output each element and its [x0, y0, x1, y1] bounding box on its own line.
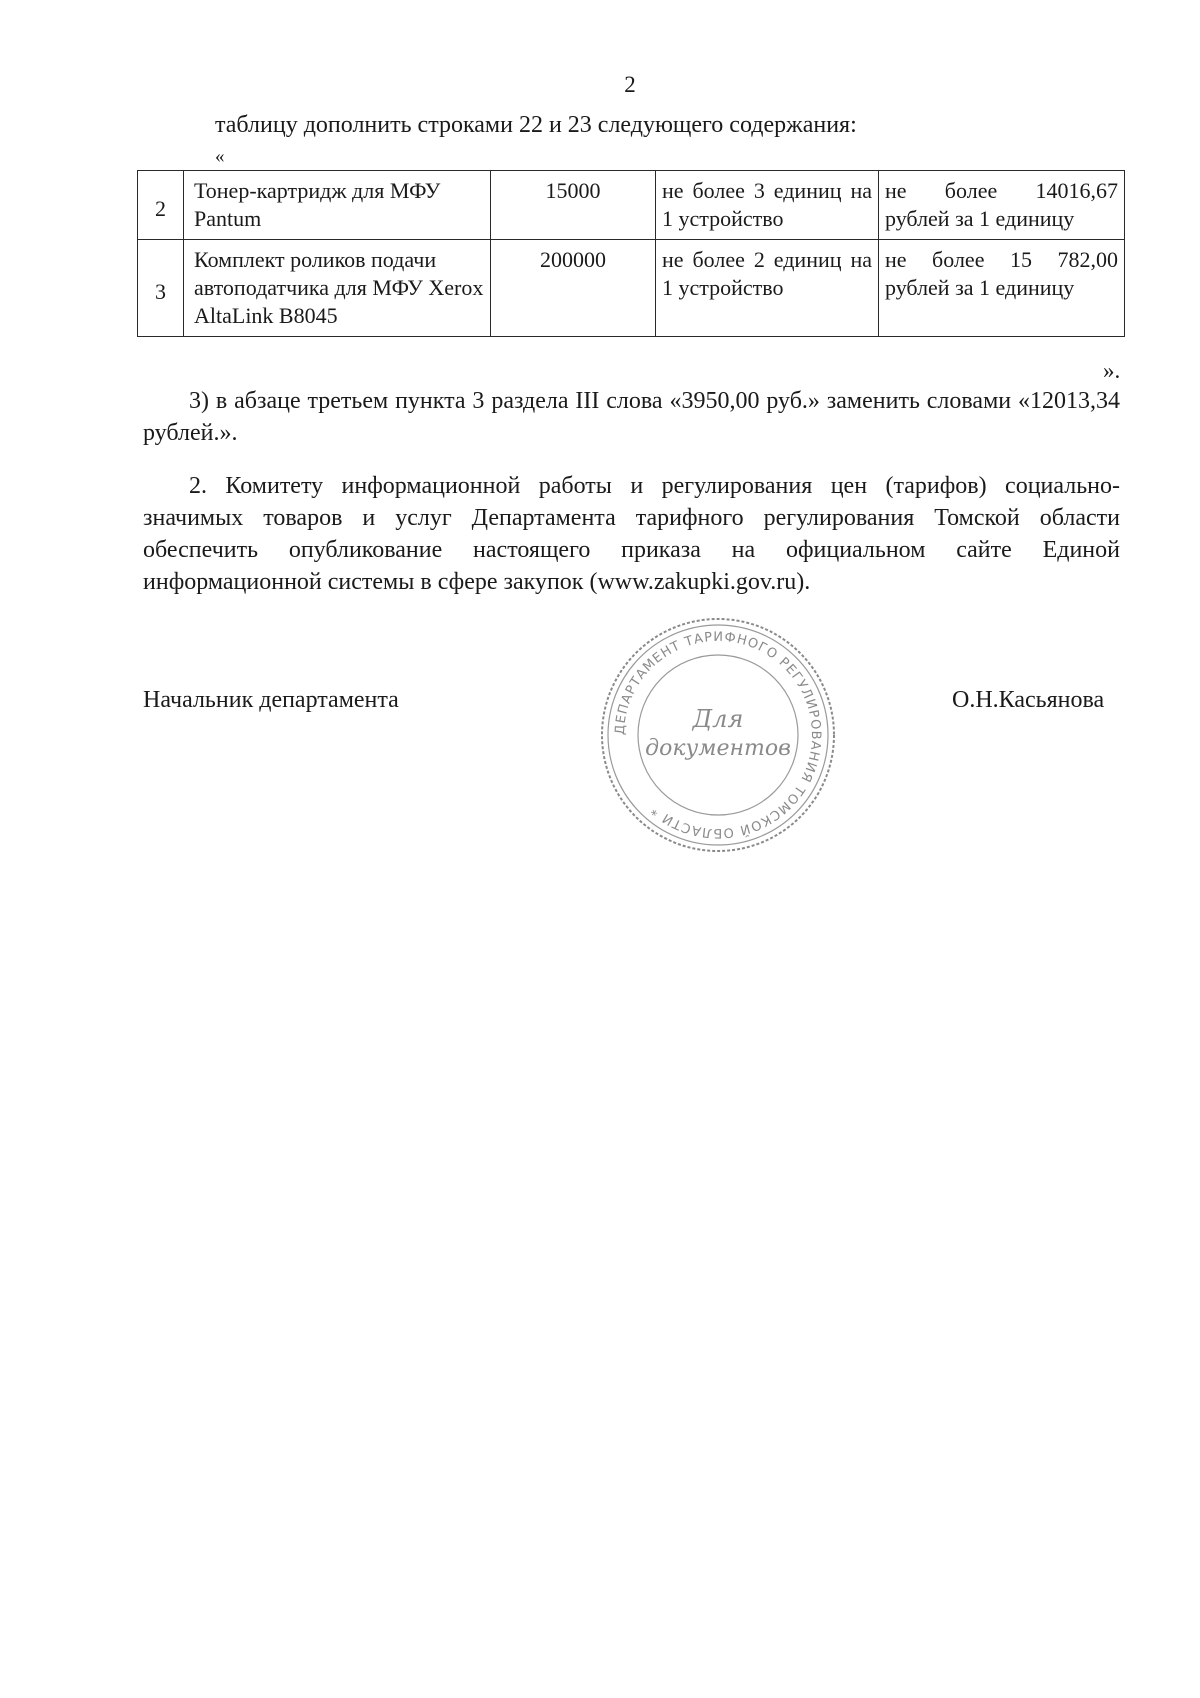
- svg-text:Для: Для: [692, 705, 744, 733]
- row-number: 2: [138, 171, 184, 240]
- closing-quote: ».: [1103, 358, 1121, 383]
- svg-text:ДЕПАРТАМЕНТ ТАРИФНОГО РЕГУЛИРО: ДЕПАРТАМЕНТ ТАРИФНОГО РЕГУЛИРОВАНИЯ ТОМСКОЙ ОБЛАСТИ *: [612, 629, 824, 841]
- item-price: не более 14016,67 рублей за 1 единицу: [879, 171, 1125, 240]
- item-norm: не более 2 единиц на 1 устройство: [656, 240, 879, 337]
- item-name: Тонер-картридж для МФУ Pantum: [184, 171, 491, 240]
- paragraph-item-3: 3) в абзаце третьем пункта 3 раздела III слова «3950,00 руб.» заменить словами «12013,34 рублей.».: [143, 388, 1120, 446]
- opening-quote: «: [215, 146, 225, 167]
- items-table: [137, 170, 1125, 337]
- signatory-name: О.Н.Касьянова: [952, 687, 1105, 713]
- signatory-position: Начальник департамента: [143, 687, 399, 713]
- item-quantity: 200000: [491, 240, 656, 337]
- item-name: Комплект роликов подачи автоподатчика для МФУ Xerox AltaLink B8045: [184, 240, 491, 337]
- svg-text:документов: документов: [645, 736, 791, 761]
- item-norm: не более 3 единиц на 1 устройство: [656, 171, 879, 240]
- table-row: [138, 240, 1125, 337]
- paragraph-item-2: 2. Комитету информационной работы и регулирования цен (тарифов) социально-значимых товаров и услуг Департамента тарифного регулирования Томской области обеспечить опубликование настоящего приказа на официальном сайте Единой информационной системы в сфере закупок (www.zakupki.gov.ru).: [143, 473, 1120, 595]
- official-stamp: [598, 615, 838, 855]
- row-number: 3: [138, 240, 184, 337]
- page-number: 2: [624, 72, 636, 97]
- item-quantity: 15000: [491, 171, 656, 240]
- intro-text: таблицу дополнить строками 22 и 23 следующего содержания:: [215, 112, 857, 138]
- item-price: не более 15 782,00 рублей за 1 единицу: [879, 240, 1125, 337]
- table-row: [138, 171, 1125, 240]
